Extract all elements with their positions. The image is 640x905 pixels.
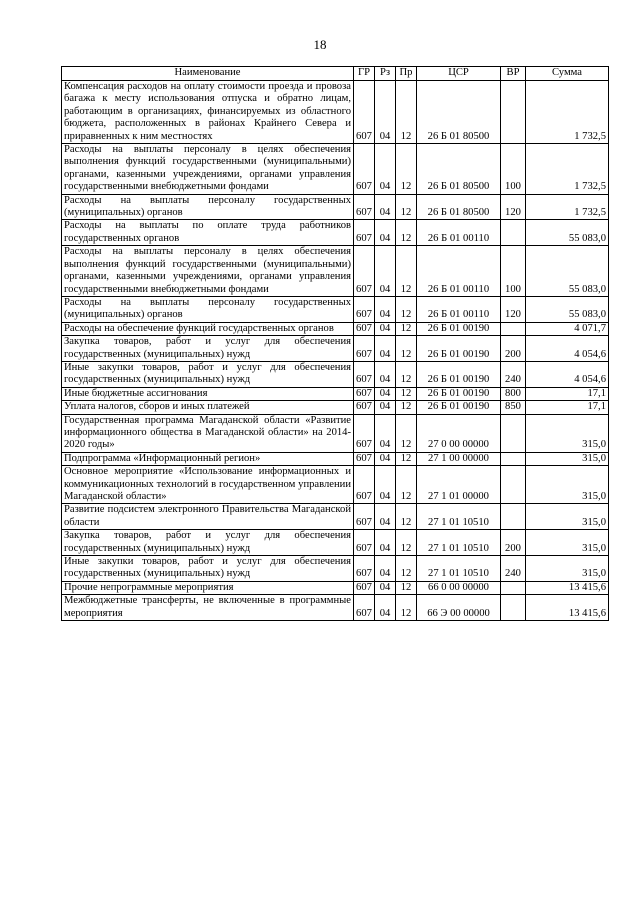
- cell-vr: 800: [501, 387, 526, 400]
- cell-rz: 04: [375, 414, 396, 452]
- cell-gr: 607: [354, 296, 375, 322]
- cell-gr: 607: [354, 401, 375, 414]
- cell-gr: 607: [354, 387, 375, 400]
- cell-pr: 12: [396, 336, 417, 362]
- cell-name: Расходы на выплаты персоналу государственных (муниципальных) органов: [62, 296, 354, 322]
- cell-sum: 315,0: [526, 466, 609, 504]
- cell-name: Иные закупки товаров, работ и услуг для обеспечения государственных (муниципальных) нужд: [62, 556, 354, 582]
- cell-gr: 607: [354, 336, 375, 362]
- cell-vr: [501, 81, 526, 144]
- cell-gr: 607: [354, 466, 375, 504]
- cell-gr: 607: [354, 322, 375, 335]
- cell-csr: 26 Б 01 00110: [417, 246, 501, 297]
- cell-rz: 04: [375, 296, 396, 322]
- cell-rz: 04: [375, 595, 396, 621]
- cell-pr: 12: [396, 581, 417, 594]
- cell-name: Подпрограмма «Информационный регион»: [62, 452, 354, 465]
- cell-vr: [501, 504, 526, 530]
- cell-gr: 607: [354, 595, 375, 621]
- table-row: [62, 530, 609, 556]
- cell-vr: [501, 595, 526, 621]
- cell-vr: 120: [501, 194, 526, 220]
- header-vr: ВР: [501, 67, 526, 81]
- cell-pr: 12: [396, 556, 417, 582]
- cell-rz: 04: [375, 504, 396, 530]
- cell-name: Иные бюджетные ассигнования: [62, 387, 354, 400]
- table-row: [62, 336, 609, 362]
- cell-sum: 55 083,0: [526, 296, 609, 322]
- cell-rz: 04: [375, 556, 396, 582]
- cell-pr: 12: [396, 595, 417, 621]
- cell-name: Расходы на выплаты персоналу государственных (муниципальных) органов: [62, 194, 354, 220]
- cell-rz: 04: [375, 220, 396, 246]
- cell-csr: 26 Б 01 80500: [417, 81, 501, 144]
- cell-name: Иные закупки товаров, работ и услуг для обеспечения государственных (муниципальных) нужд: [62, 361, 354, 387]
- cell-pr: 12: [396, 246, 417, 297]
- cell-pr: 12: [396, 81, 417, 144]
- table-row: [62, 81, 609, 144]
- cell-name: Прочие непрограммные мероприятия: [62, 581, 354, 594]
- cell-csr: 66 0 00 00000: [417, 581, 501, 594]
- table-row: [62, 581, 609, 594]
- cell-pr: 12: [396, 220, 417, 246]
- header-gr: ГР: [354, 67, 375, 81]
- cell-gr: 607: [354, 556, 375, 582]
- cell-vr: [501, 414, 526, 452]
- cell-csr: 27 0 00 00000: [417, 414, 501, 452]
- cell-vr: 100: [501, 246, 526, 297]
- cell-vr: 100: [501, 144, 526, 195]
- cell-vr: 240: [501, 556, 526, 582]
- cell-vr: [501, 581, 526, 594]
- cell-name: Расходы на выплаты персоналу в целях обеспечения выполнения функций государственными (муниципальными) органами, казенными учреждениями, органами управления государственными внебюджетными фондами: [62, 246, 354, 297]
- table-row: [62, 504, 609, 530]
- cell-rz: 04: [375, 322, 396, 335]
- table-row: [62, 452, 609, 465]
- cell-sum: 55 083,0: [526, 246, 609, 297]
- cell-pr: 12: [396, 530, 417, 556]
- cell-sum: 17,1: [526, 401, 609, 414]
- table-row: [62, 246, 609, 297]
- table-row: [62, 466, 609, 504]
- cell-gr: 607: [354, 504, 375, 530]
- header-pr: Пр: [396, 67, 417, 81]
- cell-csr: 26 Б 01 00190: [417, 387, 501, 400]
- cell-csr: 26 Б 01 00110: [417, 220, 501, 246]
- cell-pr: 12: [396, 504, 417, 530]
- cell-pr: 12: [396, 414, 417, 452]
- cell-csr: 26 Б 01 00110: [417, 296, 501, 322]
- header-sum: Сумма: [526, 67, 609, 81]
- cell-sum: 315,0: [526, 504, 609, 530]
- cell-pr: 12: [396, 144, 417, 195]
- cell-rz: 04: [375, 581, 396, 594]
- cell-rz: 04: [375, 81, 396, 144]
- cell-name: Расходы на обеспечение функций государственных органов: [62, 322, 354, 335]
- cell-name: Государственная программа Магаданской области «Развитие информационного общества в Магаданской области» на 2014-2020 годы»: [62, 414, 354, 452]
- cell-rz: 04: [375, 361, 396, 387]
- cell-sum: 4 071,7: [526, 322, 609, 335]
- table-header-row: [62, 67, 609, 81]
- cell-pr: 12: [396, 361, 417, 387]
- cell-gr: 607: [354, 361, 375, 387]
- cell-pr: 12: [396, 401, 417, 414]
- cell-rz: 04: [375, 144, 396, 195]
- cell-gr: 607: [354, 220, 375, 246]
- cell-sum: 315,0: [526, 414, 609, 452]
- cell-rz: 04: [375, 336, 396, 362]
- cell-csr: 27 1 01 10510: [417, 556, 501, 582]
- cell-csr: 26 Б 01 80500: [417, 144, 501, 195]
- cell-sum: 4 054,6: [526, 361, 609, 387]
- table-row: [62, 144, 609, 195]
- cell-name: Закупка товаров, работ и услуг для обеспечения государственных (муниципальных) нужд: [62, 530, 354, 556]
- cell-csr: 26 Б 01 00190: [417, 336, 501, 362]
- cell-gr: 607: [354, 144, 375, 195]
- cell-name: Расходы на выплаты по оплате труда работников государственных органов: [62, 220, 354, 246]
- cell-name: Уплата налогов, сборов и иных платежей: [62, 401, 354, 414]
- cell-pr: 12: [396, 452, 417, 465]
- cell-vr: [501, 220, 526, 246]
- cell-csr: 27 1 00 00000: [417, 452, 501, 465]
- cell-rz: 04: [375, 387, 396, 400]
- budget-table: [61, 66, 609, 621]
- cell-sum: 17,1: [526, 387, 609, 400]
- cell-name: Расходы на выплаты персоналу в целях обеспечения выполнения функций государственными (муниципальными) органами, казенными учреждениями, органами управления государственными внебюджетными фондами: [62, 144, 354, 195]
- cell-rz: 04: [375, 194, 396, 220]
- cell-gr: 607: [354, 581, 375, 594]
- cell-csr: 27 1 01 00000: [417, 466, 501, 504]
- cell-gr: 607: [354, 194, 375, 220]
- cell-vr: [501, 466, 526, 504]
- cell-name: Развитие подсистем электронного Правительства Магаданской области: [62, 504, 354, 530]
- cell-csr: 26 Б 01 00190: [417, 401, 501, 414]
- cell-pr: 12: [396, 387, 417, 400]
- table-row: [62, 401, 609, 414]
- cell-sum: 55 083,0: [526, 220, 609, 246]
- table-row: [62, 194, 609, 220]
- cell-pr: 12: [396, 466, 417, 504]
- cell-vr: 240: [501, 361, 526, 387]
- cell-sum: 315,0: [526, 530, 609, 556]
- header-name: Наименование: [62, 67, 354, 81]
- cell-pr: 12: [396, 296, 417, 322]
- cell-gr: 607: [354, 414, 375, 452]
- cell-name: Основное мероприятие «Использование информационных и коммуникационных технологий в государственном управлении Магаданской области»: [62, 466, 354, 504]
- cell-csr: 26 Б 01 00190: [417, 322, 501, 335]
- cell-vr: 200: [501, 530, 526, 556]
- cell-sum: 4 054,6: [526, 336, 609, 362]
- cell-vr: [501, 322, 526, 335]
- cell-sum: 13 415,6: [526, 581, 609, 594]
- cell-sum: 1 732,5: [526, 194, 609, 220]
- cell-rz: 04: [375, 466, 396, 504]
- table-row: [62, 414, 609, 452]
- cell-gr: 607: [354, 530, 375, 556]
- table-row: [62, 220, 609, 246]
- cell-csr: 66 Э 00 00000: [417, 595, 501, 621]
- cell-gr: 607: [354, 452, 375, 465]
- cell-sum: 13 415,6: [526, 595, 609, 621]
- cell-sum: 1 732,5: [526, 144, 609, 195]
- cell-vr: 120: [501, 296, 526, 322]
- cell-name: Межбюджетные трансферты, не включенные в программные мероприятия: [62, 595, 354, 621]
- cell-rz: 04: [375, 246, 396, 297]
- table-row: [62, 296, 609, 322]
- table-row: [62, 387, 609, 400]
- cell-csr: 26 Б 01 80500: [417, 194, 501, 220]
- cell-name: Закупка товаров, работ и услуг для обеспечения государственных (муниципальных) нужд: [62, 336, 354, 362]
- cell-rz: 04: [375, 452, 396, 465]
- table-row: [62, 556, 609, 582]
- cell-vr: 850: [501, 401, 526, 414]
- table-body: [62, 81, 609, 621]
- table-row: [62, 361, 609, 387]
- table-row: [62, 322, 609, 335]
- cell-name: Компенсация расходов на оплату стоимости проезда и провоза багажа к месту использования отпуска и обратно лицам, работающим в организациях, финансируемых из областного бюджета, расположенных в районах Крайнего Севера и приравненных к ним местностях: [62, 81, 354, 144]
- cell-csr: 27 1 01 10510: [417, 504, 501, 530]
- cell-pr: 12: [396, 322, 417, 335]
- page-number: 18: [313, 37, 327, 52]
- header-csr: ЦСР: [417, 67, 501, 81]
- cell-rz: 04: [375, 530, 396, 556]
- table-row: [62, 595, 609, 621]
- cell-sum: 315,0: [526, 556, 609, 582]
- cell-vr: [501, 452, 526, 465]
- cell-rz: 04: [375, 401, 396, 414]
- cell-sum: 315,0: [526, 452, 609, 465]
- header-rz: Рз: [375, 67, 396, 81]
- cell-gr: 607: [354, 81, 375, 144]
- cell-pr: 12: [396, 194, 417, 220]
- cell-gr: 607: [354, 246, 375, 297]
- cell-sum: 1 732,5: [526, 81, 609, 144]
- cell-csr: 27 1 01 10510: [417, 530, 501, 556]
- cell-csr: 26 Б 01 00190: [417, 361, 501, 387]
- cell-vr: 200: [501, 336, 526, 362]
